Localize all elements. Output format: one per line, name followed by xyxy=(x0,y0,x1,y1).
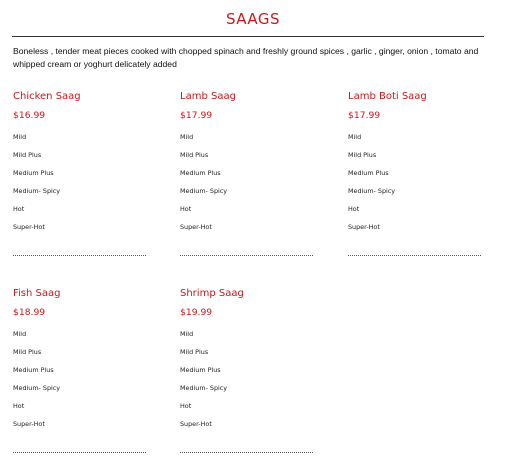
spice-option[interactable]: Mild Plus xyxy=(348,151,377,159)
spice-option[interactable]: Medium- Spicy xyxy=(13,384,61,392)
spice-option[interactable]: Super-Hot xyxy=(348,223,380,231)
spice-option[interactable]: Hot xyxy=(180,205,192,213)
spice-options xyxy=(180,330,330,438)
item-name: Chicken Saag xyxy=(13,91,81,102)
spice-option[interactable]: Super-Hot xyxy=(13,223,45,231)
item-name: Shrimp Saag xyxy=(180,288,244,299)
spice-option[interactable]: Super-Hot xyxy=(180,223,212,231)
spice-option[interactable]: Super-Hot xyxy=(180,420,212,428)
item-name: Fish Saag xyxy=(13,288,61,299)
spice-option[interactable]: Super-Hot xyxy=(13,420,45,428)
spice-option[interactable]: Mild xyxy=(13,133,27,141)
spice-option[interactable]: Medium Plus xyxy=(13,169,54,177)
spice-option[interactable]: Medium Plus xyxy=(180,366,221,374)
item-divider xyxy=(180,452,313,453)
item-price: $16.99 xyxy=(13,110,46,121)
item-price: $17.99 xyxy=(180,110,213,121)
item-name: Lamb Saag xyxy=(180,91,236,102)
item-name: Lamb Boti Saag xyxy=(348,91,427,102)
spice-option[interactable]: Mild Plus xyxy=(180,348,209,356)
section-title: SAAGS xyxy=(225,10,281,28)
spice-option[interactable]: Hot xyxy=(348,205,360,213)
spice-option[interactable]: Mild xyxy=(180,330,194,338)
menu-item-shrimp-saag xyxy=(180,287,330,438)
menu-item-lamb-boti-saag xyxy=(348,90,498,241)
spice-options xyxy=(13,133,163,241)
spice-option[interactable]: Medium- Spicy xyxy=(180,187,228,195)
spice-option[interactable]: Hot xyxy=(13,205,25,213)
spice-option[interactable]: Medium- Spicy xyxy=(348,187,396,195)
spice-options xyxy=(13,330,163,438)
item-divider xyxy=(13,255,146,256)
title-divider xyxy=(12,36,484,37)
spice-option[interactable]: Medium- Spicy xyxy=(180,384,228,392)
spice-option[interactable]: Mild xyxy=(348,133,362,141)
spice-option[interactable]: Medium Plus xyxy=(348,169,389,177)
spice-option[interactable]: Hot xyxy=(180,402,192,410)
spice-options xyxy=(180,133,330,241)
menu-item-fish-saag xyxy=(13,287,163,438)
item-price: $17.99 xyxy=(348,110,381,121)
spice-option[interactable]: Medium Plus xyxy=(13,366,54,374)
spice-option[interactable]: Mild Plus xyxy=(13,151,42,159)
item-price: $18.99 xyxy=(13,307,46,318)
spice-option[interactable]: Hot xyxy=(13,402,25,410)
item-divider xyxy=(348,255,481,256)
spice-option[interactable]: Mild xyxy=(13,330,27,338)
spice-option[interactable]: Medium Plus xyxy=(180,169,221,177)
menu-item-chicken-saag xyxy=(13,90,163,241)
spice-option[interactable]: Mild Plus xyxy=(13,348,42,356)
item-price: $19.99 xyxy=(180,307,213,318)
spice-option[interactable]: Medium- Spicy xyxy=(13,187,61,195)
menu-item-lamb-saag xyxy=(180,90,330,241)
section-description: Boneless , tender meat pieces cooked with chopped spinach and freshly ground spices , garlic , ginger, onion , tomato and whipped cream or yoghurt delicately added xyxy=(13,46,479,69)
spice-option[interactable]: Mild Plus xyxy=(180,151,209,159)
item-divider xyxy=(13,452,146,453)
item-divider xyxy=(180,255,313,256)
spice-options xyxy=(348,133,498,241)
spice-option[interactable]: Mild xyxy=(180,133,194,141)
